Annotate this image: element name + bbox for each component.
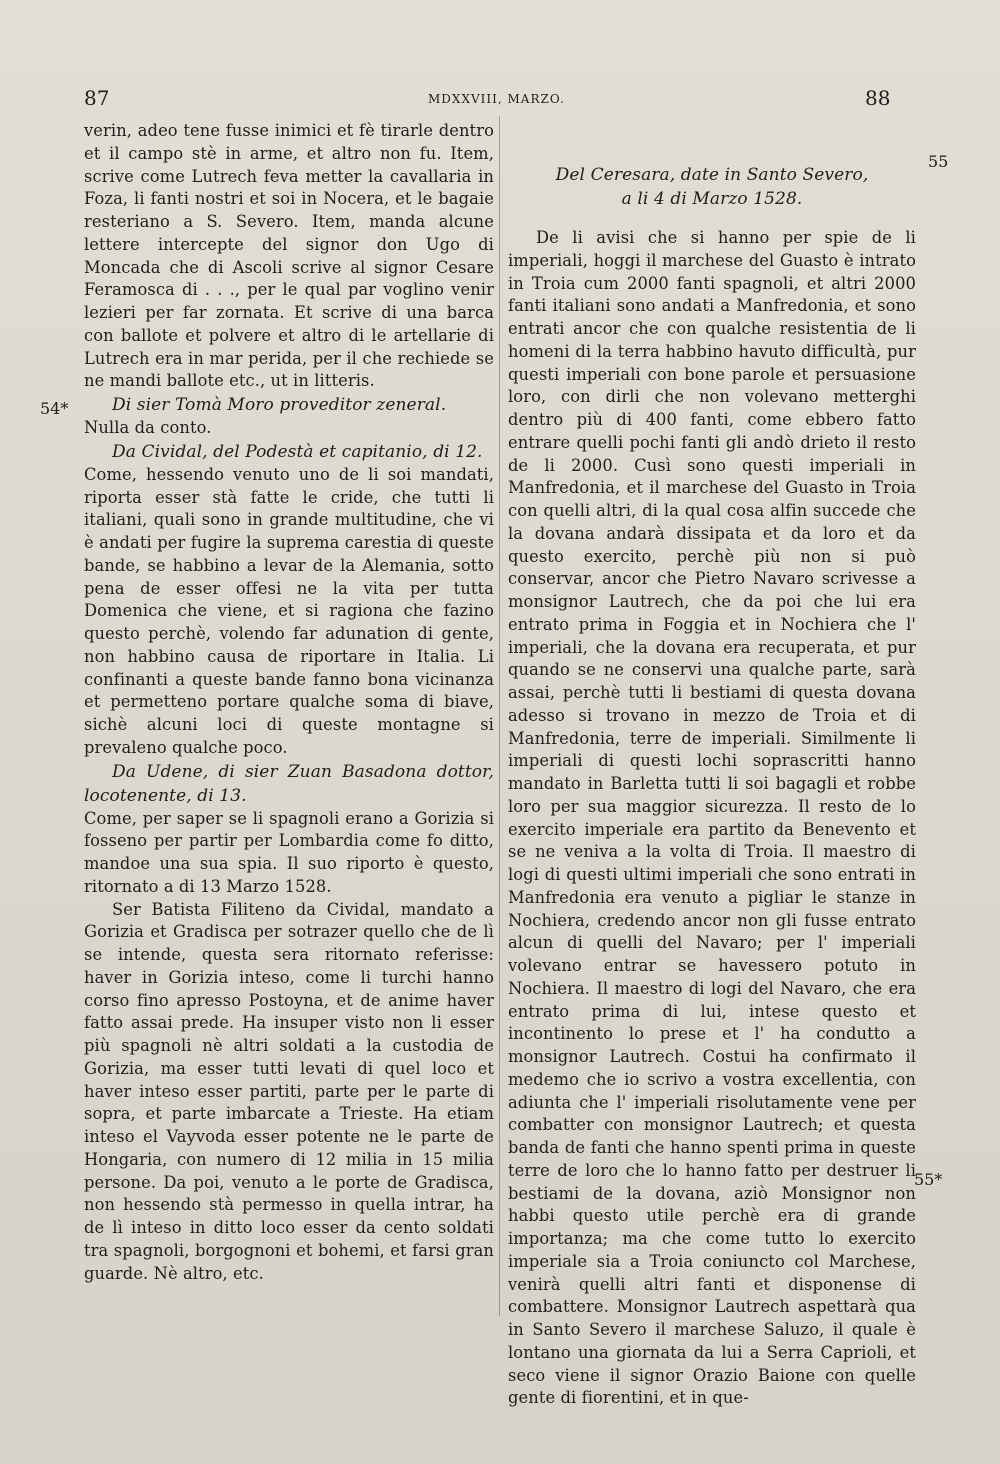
margin-number-54: 54* [40, 399, 69, 418]
entry-heading: Da Udene, di sier Zuan Basadona dottor, locotenente, di 13. [84, 761, 494, 806]
page-number-left: 87 [84, 86, 110, 110]
letter-heading: Del Ceresara, date in Santo Severo, [555, 165, 869, 185]
left-column [84, 120, 494, 1285]
left-paragraph: Come, hessendo venuto uno de li soi mandati, riporta esser stà fatte le cride, che tutti li italiani, quali sono in grande multitudine, che vi è andati per fugire la suprema carestia di queste bande, se habbino a levar de la Alemania, sotto pena de esser offesi ne la vita per tutta Domenica che viene, et si ragiona che fazino questo perchè, volendo far adunation di gente, non habbino causa de riportare in Italia. Li confinanti a queste bande fanno bona vicinanza et permetteno portare qualche soma di biave, sichè alcuni loci di queste montagne si prevaleno qualche poco. [84, 464, 494, 757]
right-paragraph: De li avisi che si hanno per spie de li imperiali, hoggi il marchese del Guasto è intrato in Troia cum 2000 fanti spagnoli, et altri 2000 fanti italiani sono andati a Manfredonia, et sono entrati ancor che con qualche resistentia de li homeni di la terra habbino havuto difficultà, pur questi imperiali con bone parole et persuasione loro, con dirli che non volevano metterghi dentro più di 400 fanti, come ebbero fatto entrare quelli pochi fanti gli andò drieto il resto de li 2000. Cusì sono questi imperiali in Manfredonia, et il marchese del Guasto in Troia con quelli altri, di la qual cosa alfin succede che la dovana andarà dissipata et da loro et da questo exercito, perchè più non si può conservar, ancor che Pietro Navaro scrivesse a monsignor Lautrech, che da poi che lui era entrato prima in Foggia et in Nochiera che l' imperiali, che la dovana era recuperata, et pur quando se ne conservi una qualche parte, sarà assai, perchè tutti li bestiami di questa dovana adesso si trovano in mezzo de Troia et di Manfredonia, terre de imperiali. Similmente li imperiali di questi lochi soprascritti hanno mandato in Barletta tutti li soi bagagli et robbe loro per sua maggior sicurezza. Il resto de lo exercito imperiale era partito da Benevento et se ne veniva a la volta di Troia. Il maestro di logi di questi ultimi imperiali che sono entrati in Manfredonia era venuto a pigliar le stanze in Nochiera, credendo ancor non gli fusse entrato alcun di quelli del Navaro; per l' imperiali volevano entrar se havessero potuto in Nochiera. Il maestro di logi del Navaro, che era entrato prima di lui, intese questo et incontinento lo prese et l' ha condutto a monsignor Lautrech. Costui ha confirmato il medemo che io scrivo a vostra excellentia, con adiunta che l' imperiali risolutamente vene per combatter con monsignor Lautrech; et questa banda de fanti che hanno spenti prima in queste terre de loro che lo hanno fatto per destruer li bestiami de la dovana, aziò Monsignor non habbi questo utile perchè era di grande importanza; ma che come tutto lo exercito imperiale sia a Troia coniuncto col Marchese, venirà quelli altri fanti et disponense di combattere. Monsignor Lautrech aspettarà qua in Santo Severo il marchese Saluzo, il quale è lontano una giornata da lui a Serra Caprioli, et seco viene il signor Orazio Baione con quelle gente di fiorentini, et in que- [508, 228, 916, 1408]
page-number-right: 88 [865, 86, 891, 110]
running-head: MDXXVIII, MARZO. [428, 92, 565, 106]
right-column [508, 163, 916, 1410]
left-paragraph: Ser Batista Filiteno da Cividal, mandato a Gorizia et Gradisca per sotrazer quello che de lì se intende, questa sera ritornato referisse: haver in Gorizia inteso, come li turchi hanno corso fino apresso Postoyna, et de anime haver fatto assai prede. Ha insuper visto non li esser più spagnoli nè altri soldati a la custodia de Gorizia, ma esser tutti levati di quel loco et haver inteso esser partiti, parte per le parte di sopra, et parte imbarcate a Trieste. Ha etiam inteso el Vayvoda esser potente ne le parte de Hongaria, con numero di 12 milia in 15 milia persone. Da poi, venuto a le porte de Gradisca, non hessendo stà permesso in quella intrar, ha de lì inteso in ditto loco esser da cento soldati tra spagnoli, borgognoni et bohemi, et farsi gran guarde. Nè altro, etc. [84, 899, 494, 1283]
margin-number-55-star: 55* [914, 1170, 943, 1189]
column-divider [499, 116, 500, 1316]
margin-number-55: 55 [928, 152, 949, 171]
entry-heading: Da Cividal, del Podestà et capitanio, di 12. [112, 441, 483, 462]
left-paragraph: Come, per saper se li spagnoli erano a Gorizia si fosseno per partir per Lombardia come fo ditto, mandoe una sua spia. Il suo riporto è questo, ritornato a di 13 Marzo 1528. [84, 808, 494, 896]
entry-heading: Di sier Tomà Moro proveditor zeneral. [112, 395, 447, 415]
left-paragraph: Nulla da conto. [84, 418, 212, 437]
letter-heading-date: a li 4 di Marzo 1528. [621, 189, 803, 209]
left-paragraph: verin, adeo tene fusse inimici et fè tirarle dentro et il campo stè in arme, et altro non fu. Item, scrive come Lutrech feva metter la cavallaria in Foza, li fanti nostri et soi in Nocera, et le bagaie resteriano a S. Severo. Item, manda alcune lettere intercepte del signor don Ugo di Moncada che di Ascoli scrive al signor Cesare Feramosca di . . ., per le qual par voglino venir lezieri per far zornata. Et scrive di una barca con ballote et polvere et altro di le artellarie di Lutrech era in mar perida, per il che rechiede se ne mandi ballote etc., ut in litteris. [84, 121, 494, 391]
